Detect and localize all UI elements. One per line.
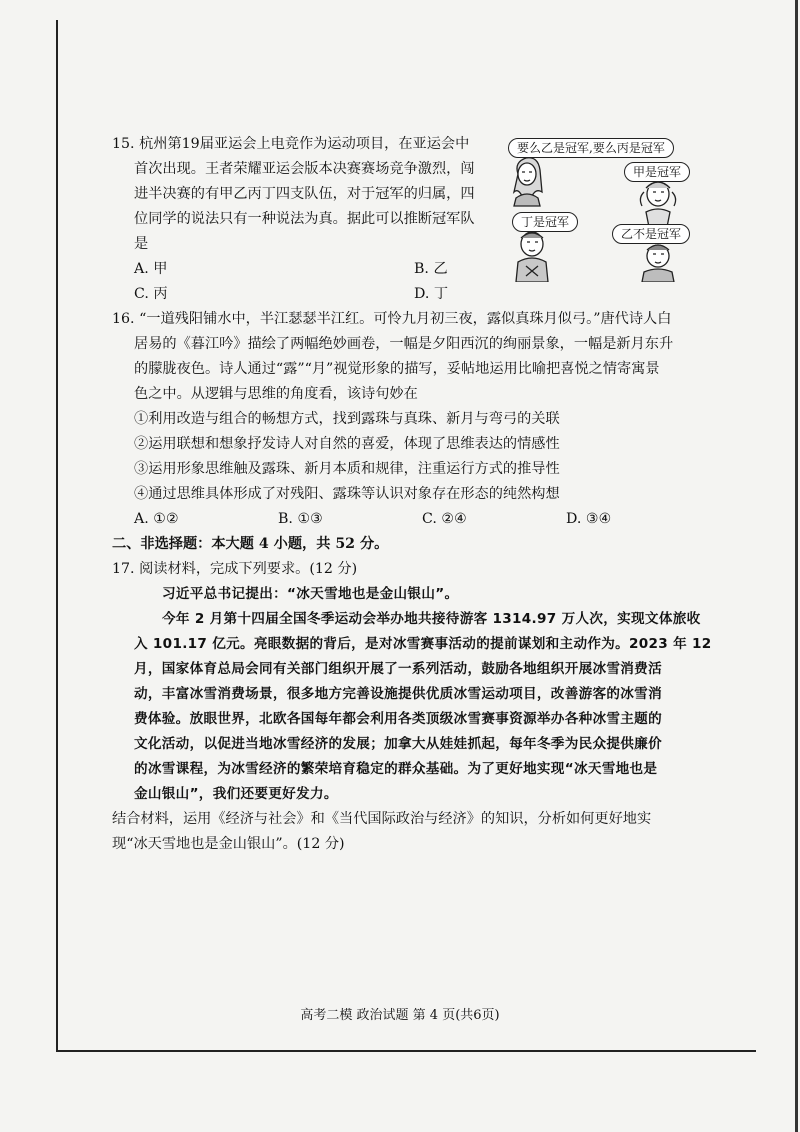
q17-material-line: 动，丰富冰雪消费场景，很多地方完善设施提供优质冰雪运动项目，改善游客的冰雪消 <box>134 686 662 702</box>
question-16 <box>112 307 718 532</box>
q17-material-line: 月，国家体育总局会同有关部门组织开展了一系列活动，鼓励各地组织开展冰雪消费活 <box>134 661 662 677</box>
page-footer: 高考二模 政治试题 第 4 页(共6页) <box>300 1008 500 1023</box>
q16-statement-3: ③运用形象思维触及露珠、新月本质和规律，注重运行方式的推导性 <box>134 461 560 477</box>
q16-line: 色之中。从逻辑与思维的角度看，该诗句妙在 <box>134 386 418 402</box>
page-border-bottom <box>56 1050 756 1052</box>
q17-material-line: 文化活动，以促进当地冰雪经济的发展；加拿大从娃娃抓起，每年冬季为民众提供廉价 <box>134 736 662 752</box>
student-figure-1 <box>514 158 542 206</box>
q16-line: 的朦胧夜色。诗人通过“露”“月”视觉形象的描写，妥帖地运用比喻把喜悦之情寄寓景 <box>134 361 660 377</box>
q17-material-line: 金山银山”，我们还要更好发力。 <box>134 786 338 802</box>
q16-statement-1: ①利用改造与组合的畅想方式，找到露珠与真珠、新月与弯弓的关联 <box>134 411 560 427</box>
q17-quote: 习近平总书记提出：“冰天雪地也是金山银山”。 <box>162 586 459 602</box>
page-border-right <box>795 0 798 1132</box>
q15-option-d[interactable]: D. 丁 <box>414 286 449 302</box>
section-heading: 二、非选择题：本大题 4 小题，共 52 分。 <box>112 536 389 552</box>
q17-material-line: 入 101.17 亿元。亮眼数据的背后，是对冰雪赛事活动的提前谋划和主动作为。2023 年 12 <box>134 636 712 652</box>
speech-bubble-3: 丁是冠军 <box>512 212 578 232</box>
q16-line: 16. “一道残阳铺水中，半江瑟瑟半江红。可怜九月初三夜，露似真珠月似弓。”唐代诗人白 <box>112 311 672 327</box>
q17-material-line: 的冰雪课程，为冰雪经济的繁荣培育稳定的群众基础。为了更好地实现“冰天雪地也是 <box>134 761 658 777</box>
q17-material-line: 费体验。放眼世界，北欧各国每年都会利用各类顶级冰雪赛事资源举办各种冰雪主题的 <box>134 711 662 727</box>
q17-task-line: 现“冰天雪地也是金山银山”。(12 分) <box>112 836 345 852</box>
speech-bubble-4: 乙不是冠军 <box>612 224 690 244</box>
speech-bubble-1: 要么乙是冠军,要么丙是冠军 <box>508 138 674 158</box>
q16-statement-4: ④通过思维具体形成了对残阳、露珠等认识对象存在形态的纯然构想 <box>134 486 560 502</box>
speech-bubble-2: 甲是冠军 <box>624 162 690 182</box>
q15-line: 位同学的说法只有一种说法为真。据此可以推断冠军队 <box>134 211 475 227</box>
q17-material <box>112 582 718 807</box>
q16-option-a[interactable]: A. ①② <box>134 511 179 527</box>
page-border-left <box>56 20 58 1052</box>
q16-option-d[interactable]: D. ③④ <box>566 511 612 527</box>
question-17 <box>112 557 718 857</box>
q15-cartoon <box>508 132 714 282</box>
q15-line: 15. 杭州第19届亚运会上电竞作为运动项目，在亚运会中 <box>112 136 470 152</box>
q17-intro: 17. 阅读材料，完成下列要求。(12 分) <box>112 561 358 577</box>
q17-material-line: 今年 2 月第十四届全国冬季运动会举办地共接待游客 1314.97 万人次，实现文体旅收 <box>162 611 701 627</box>
q16-line: 居易的《暮江吟》描绘了两幅绝妙画卷，一幅是夕阳西沉的绚丽景象，一幅是新月东升 <box>134 336 674 352</box>
student-figure-3 <box>516 232 548 282</box>
q15-line: 是 <box>134 236 149 252</box>
q15-option-c[interactable]: C. 丙 <box>134 286 168 302</box>
q15-line: 进半决赛的有甲乙丙丁四支队伍，对于冠军的归属，四 <box>134 186 475 202</box>
q16-option-c[interactable]: C. ②④ <box>422 511 467 527</box>
q15-option-b[interactable]: B. 乙 <box>414 261 448 277</box>
q16-option-b[interactable]: B. ①③ <box>278 511 323 527</box>
student-figure-4 <box>642 245 674 282</box>
q15-line: 首次出现。王者荣耀亚运会版本决赛赛场竞争激烈，闯 <box>134 161 475 177</box>
q15-option-a[interactable]: A. 甲 <box>134 261 168 277</box>
q17-task-line: 结合材料，运用《经济与社会》和《当代国际政治与经济》的知识，分析如何更好地实 <box>112 811 652 827</box>
q16-statement-2: ②运用联想和想象抒发诗人对自然的喜爱，体现了思维表达的情感性 <box>134 436 560 452</box>
